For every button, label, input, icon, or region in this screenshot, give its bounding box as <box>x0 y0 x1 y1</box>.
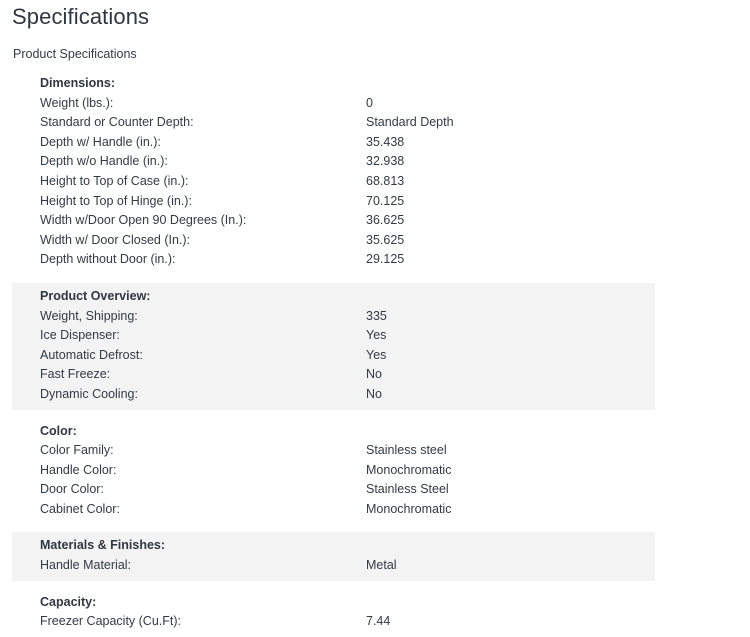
spec-value: Stainless steel <box>366 443 447 458</box>
spec-label: Cabinet Color: <box>40 501 120 516</box>
spec-row <box>12 612 655 632</box>
spec-label: Depth without Door (in.): <box>40 252 176 267</box>
spec-label: Fast Freeze: <box>40 367 111 382</box>
spec-row <box>12 172 655 192</box>
spec-value: No <box>366 386 382 401</box>
section-dimensions <box>12 70 655 275</box>
spec-value: 29.125 <box>366 252 405 267</box>
spec-value: Stainless Steel <box>366 482 449 497</box>
spec-label: Width w/ Door Closed (In.): <box>40 232 191 247</box>
section-header: Color: <box>40 423 77 438</box>
spec-row <box>12 231 655 251</box>
spec-value: 32.938 <box>366 154 405 169</box>
spec-value: 68.813 <box>366 173 405 188</box>
spec-value: 70.125 <box>366 193 405 208</box>
spec-row <box>12 250 655 270</box>
spec-label: Dynamic Cooling: <box>40 386 138 401</box>
spec-row <box>12 94 655 114</box>
spec-label: Weight, Shipping: <box>40 308 138 323</box>
section-header: Dimensions: <box>40 76 116 90</box>
spec-row <box>12 365 655 385</box>
section-color <box>12 418 655 525</box>
page-title: Specifications <box>12 4 150 29</box>
section-product-overview <box>12 283 655 410</box>
spec-label: Standard or Counter Depth: <box>40 115 194 130</box>
spec-label: Width w/Door Open 90 Degrees (In.): <box>40 213 247 228</box>
spec-row <box>12 500 655 520</box>
spec-row <box>12 461 655 481</box>
spec-row <box>12 480 655 500</box>
spec-label: Freezer Capacity (Cu.Ft): <box>40 614 182 629</box>
spec-label: Height to Top of Hinge (in.): <box>40 193 192 208</box>
spec-row <box>12 441 655 461</box>
spec-value: Standard Depth <box>366 115 454 130</box>
spec-value: Monochromatic <box>366 501 452 516</box>
spec-label: Depth w/o Handle (in.): <box>40 154 168 169</box>
spec-value: Yes <box>366 347 387 362</box>
spec-row <box>12 307 655 327</box>
spec-row <box>12 385 655 405</box>
section-materials-finishes <box>12 532 655 580</box>
spec-value: 35.438 <box>366 134 405 149</box>
spec-label: Handle Material: <box>40 558 132 573</box>
spec-value: No <box>366 367 382 382</box>
spec-row <box>12 192 655 212</box>
spec-label: Ice Dispenser: <box>40 328 120 343</box>
spec-value: Yes <box>366 328 387 343</box>
spec-row <box>12 152 655 172</box>
spec-label: Weight (lbs.): <box>40 95 114 110</box>
spec-row <box>12 113 655 133</box>
spec-label: Automatic Defrost: <box>40 347 143 362</box>
spec-label: Handle Color: <box>40 462 117 477</box>
section-capacity <box>12 589 655 637</box>
spec-sections <box>12 70 655 637</box>
section-header: Capacity: <box>40 594 97 609</box>
spec-value: 0 <box>366 95 373 110</box>
spec-value: Monochromatic <box>366 462 452 477</box>
spec-value: Metal <box>366 558 397 573</box>
spec-row <box>12 556 655 576</box>
spec-label: Depth w/ Handle (in.): <box>40 134 161 149</box>
spec-label: Height to Top of Case (in.): <box>40 173 189 188</box>
spec-value: 7.44 <box>366 614 391 629</box>
spec-label: Door Color: <box>40 482 104 497</box>
spec-value: 36.625 <box>366 213 405 228</box>
section-header: Materials & Finishes: <box>40 538 166 553</box>
spec-row <box>12 211 655 231</box>
spec-row <box>12 133 655 153</box>
section-header: Product Overview: <box>40 288 151 303</box>
spec-value: 335 <box>366 308 387 323</box>
product-specifications-subtitle: Product Specifications <box>13 47 137 61</box>
spec-label: Color Family: <box>40 443 114 458</box>
spec-row <box>12 326 655 346</box>
spec-row <box>12 346 655 366</box>
spec-value: 35.625 <box>366 232 405 247</box>
